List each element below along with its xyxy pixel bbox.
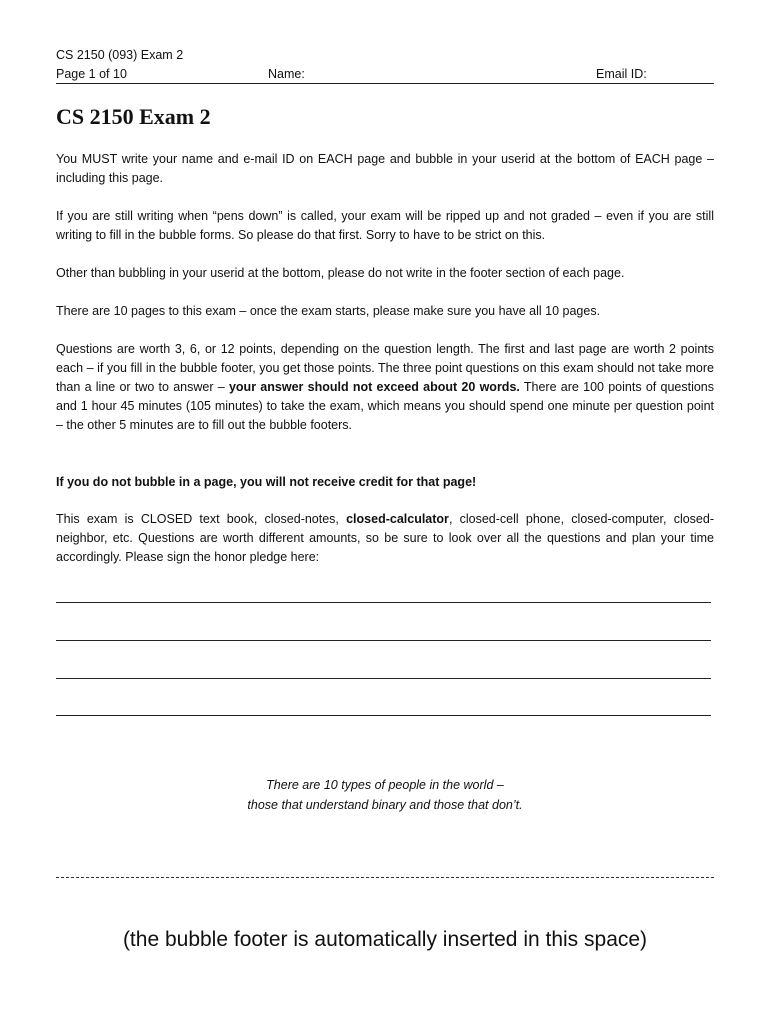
- name-field-label: Name:: [268, 67, 305, 81]
- course-header: CS 2150 (093) Exam 2: [56, 48, 184, 62]
- p7-text-b: , closed-cell phone, closed-computer, closed-neighbor, etc. Questions are worth different amounts, so be sure to look over all the questions and plan your time accordingly. Please sign the honor pledge here:: [56, 512, 714, 564]
- honor-pledge-line[interactable]: [56, 678, 711, 679]
- quote-line-2: those that understand binary and those that don’t.: [247, 798, 523, 812]
- honor-pledge-line[interactable]: [56, 715, 711, 716]
- page-number: Page 1 of 10: [56, 67, 127, 81]
- p5-text-a: Questions are worth 3, 6, or 12 points, depending on the question length. The first and last page are worth 2 points each – if you fill in the bubble footer, you get those points. The three point questions on this exam should not take more than a line or two to answer –: [56, 342, 714, 394]
- instruction-paragraph-5: [56, 340, 714, 435]
- instruction-paragraph-7: [56, 510, 714, 567]
- bubble-footer-note: (the bubble footer is automatically inserted in this space): [122, 928, 648, 951]
- p7-bold-text: closed-calculator: [346, 512, 449, 526]
- p5-text-b: There are 100 points of questions and 1 hour 45 minutes (105 minutes) to take the exam, which means you should spend one minute per question point – the other 5 minutes are to fill out the bubble footers.: [56, 380, 714, 432]
- instruction-paragraph-2: If you are still writing when “pens down” is called, your exam will be ripped up and not graded – even if you are still writing to fill in the bubble forms. So please do that first. Sorry to have to be strict on this.: [56, 209, 714, 242]
- p5-bold-text: your answer should not exceed about 20 words.: [228, 380, 520, 394]
- quote-line-1: There are 10 types of people in the world –: [266, 778, 504, 792]
- email-field-label: Email ID:: [596, 67, 647, 81]
- bubble-warning: If you do not bubble in a page, you will not receive credit for that page!: [56, 475, 477, 489]
- footer-divider: [56, 877, 714, 878]
- instruction-paragraph-4: There are 10 pages to this exam – once the exam starts, please make sure you have all 10 pages.: [56, 304, 601, 318]
- instruction-paragraph-1: You MUST write your name and e-mail ID on EACH page and bubble in your userid at the bottom of EACH page – including this page.: [56, 152, 714, 185]
- honor-pledge-line[interactable]: [56, 602, 711, 603]
- honor-pledge-line[interactable]: [56, 640, 711, 641]
- header-row: [56, 67, 714, 84]
- page-title: CS 2150 Exam 2: [56, 104, 211, 129]
- instruction-paragraph-3: Other than bubbling in your userid at the bottom, please do not write in the footer section of each page.: [56, 266, 625, 280]
- p7-text-a: This exam is CLOSED text book, closed-notes,: [56, 512, 347, 526]
